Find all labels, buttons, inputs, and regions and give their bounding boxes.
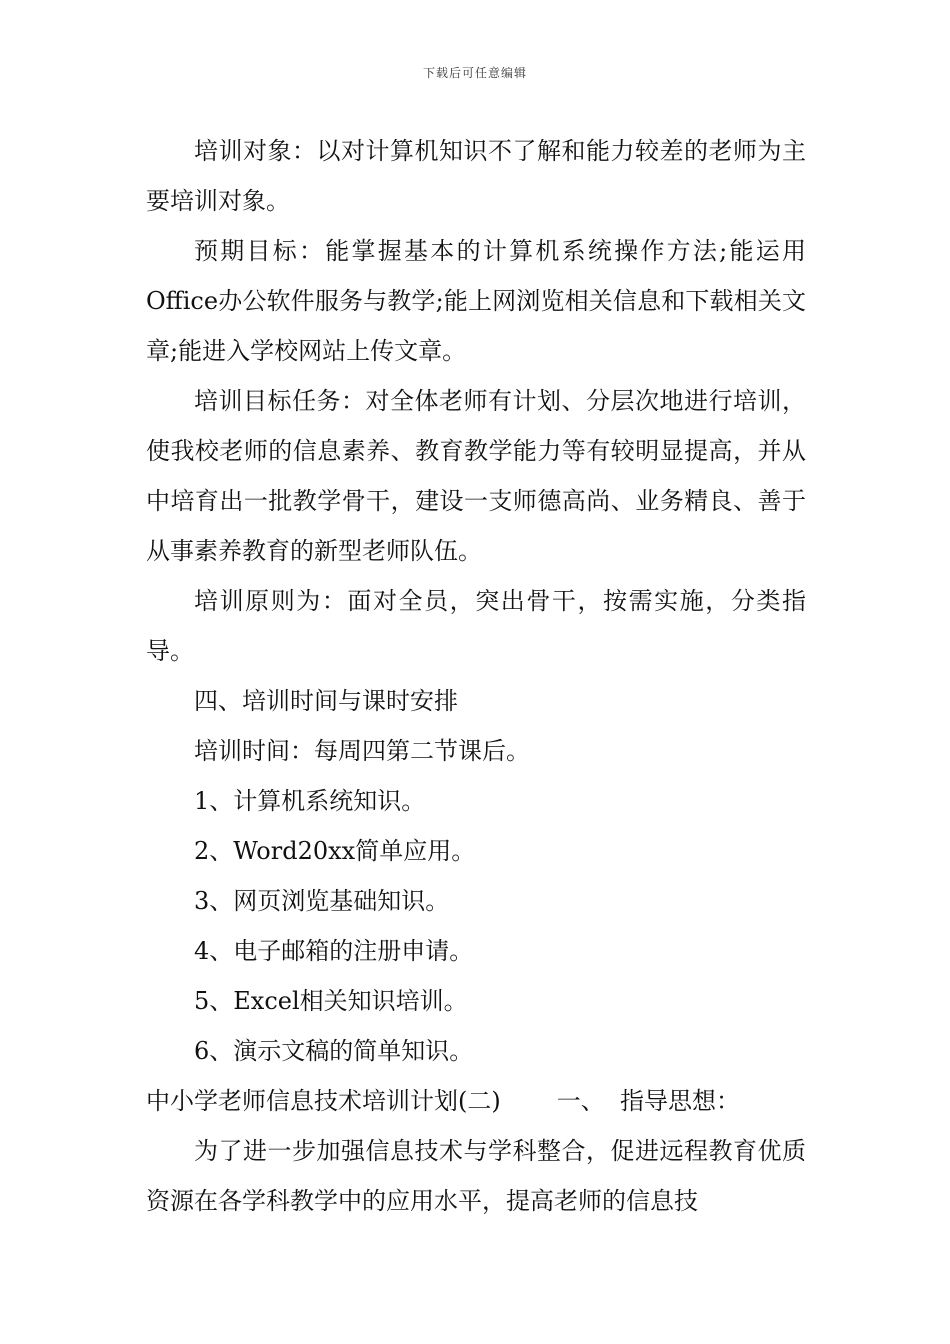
guiding-ideology-heading: 一、 指导思想： <box>556 1087 740 1115</box>
paragraph-guiding-ideology: 为了进一步加强信息技术与学科整合，促进远程教育优质资源在各学科教学中的应用水平，提高老师的信息技 <box>146 1137 806 1215</box>
list-item: 6、演示文稿的简单知识。 <box>194 1037 474 1065</box>
document-section-title: 中小学老师信息技术培训计划(二) <box>146 1087 501 1115</box>
paragraph-target-audience: 培训对象：以对计算机知识不了解和能力较差的老师为主要培训对象。 <box>146 137 806 215</box>
paragraph-training-tasks: 培训目标任务：对全体老师有计划、分层次地进行培训，使我校老师的信息素养、教育教学能力等有较明显提高，并从中培育出一批教学骨干，建设一支师德高尚、业务精良、善于从事素养教育的新型老师队伍。 <box>146 387 806 565</box>
list-item: 4、电子邮箱的注册申请。 <box>194 937 474 965</box>
section-title-line <box>146 1076 806 1126</box>
list-item: 3、网页浏览基础知识。 <box>194 887 450 915</box>
paragraph-training-principles: 培训原则为：面对全员，突出骨干，按需实施，分类指导。 <box>146 587 806 665</box>
page-header: 下载后可任意编辑 <box>422 66 527 80</box>
list-item: 5、Excel相关知识培训。 <box>194 987 468 1015</box>
list-item: 2、Word20xx简单应用。 <box>194 837 476 865</box>
paragraph-expected-goals: 预期目标：能掌握基本的计算机系统操作方法;能运用Office办公软件服务与教学;能上网浏览相关信息和下载相关文章;能进入学校网站上传文章。 <box>146 237 806 365</box>
list-item: 1、计算机系统知识。 <box>194 787 426 815</box>
paragraph-training-time: 培训时间：每周四第二节课后。 <box>194 737 530 765</box>
document-body <box>146 126 806 1226</box>
section-heading-schedule: 四、培训时间与课时安排 <box>194 687 458 715</box>
